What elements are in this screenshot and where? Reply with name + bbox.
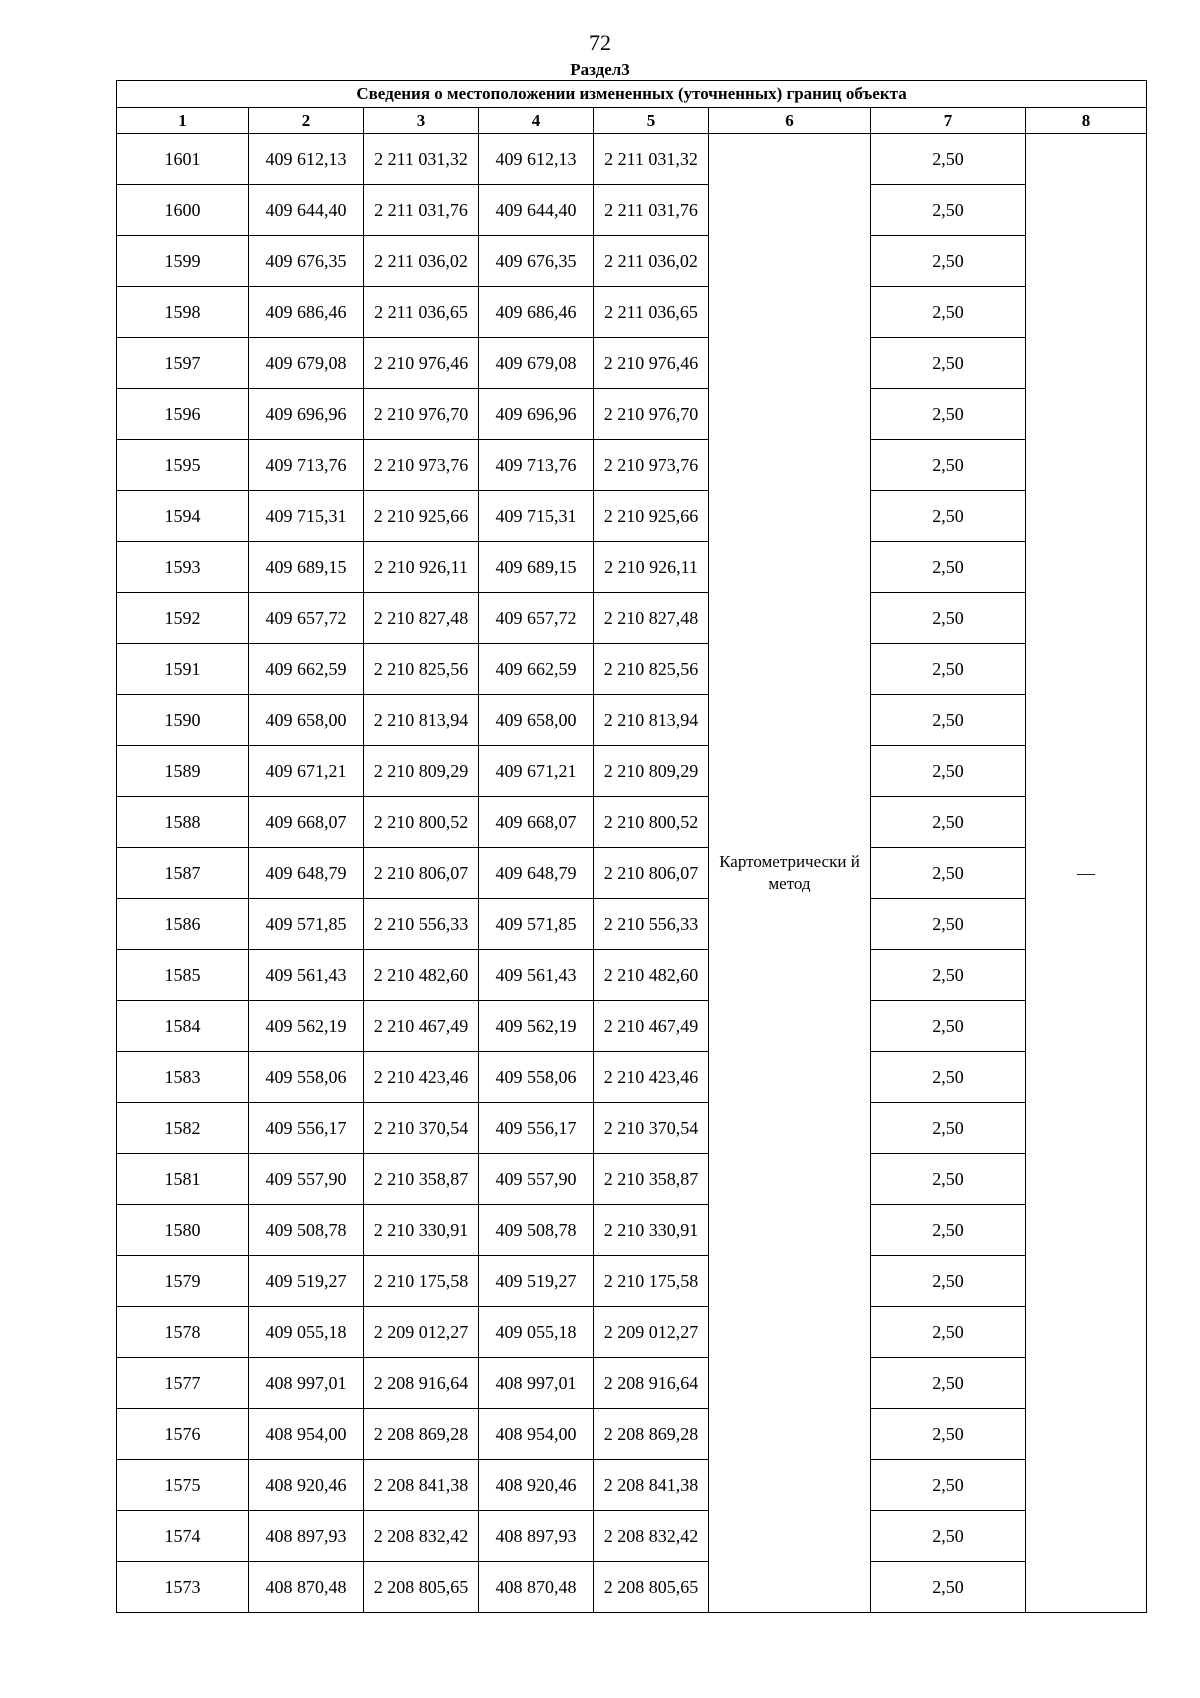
table-row [117,1511,1147,1562]
accuracy-cell: 2,50 [871,1154,1026,1205]
table-row [117,1409,1147,1460]
x-new-cell: 408 897,93 [479,1511,594,1562]
accuracy-cell: 2,50 [871,899,1026,950]
accuracy-cell: 2,50 [871,134,1026,185]
x-new-cell: 409 679,08 [479,338,594,389]
accuracy-cell: 2,50 [871,593,1026,644]
y-new-cell: 2 208 805,65 [594,1562,709,1613]
x-new-cell: 409 556,17 [479,1103,594,1154]
point-number-cell: 1592 [117,593,249,644]
x-existing-cell: 409 662,59 [249,644,364,695]
y-existing-cell: 2 210 926,11 [364,542,479,593]
table-row [117,491,1147,542]
x-existing-cell: 409 713,76 [249,440,364,491]
y-new-cell: 2 210 825,56 [594,644,709,695]
point-number-cell: 1587 [117,848,249,899]
y-new-cell: 2 210 423,46 [594,1052,709,1103]
table-row [117,134,1147,185]
point-number-cell: 1594 [117,491,249,542]
y-new-cell: 2 210 330,91 [594,1205,709,1256]
accuracy-cell: 2,50 [871,644,1026,695]
y-existing-cell: 2 210 800,52 [364,797,479,848]
point-number-cell: 1601 [117,134,249,185]
point-number-cell: 1575 [117,1460,249,1511]
y-existing-cell: 2 208 916,64 [364,1358,479,1409]
x-new-cell: 409 519,27 [479,1256,594,1307]
point-number-cell: 1573 [117,1562,249,1613]
x-new-cell: 409 648,79 [479,848,594,899]
accuracy-cell: 2,50 [871,950,1026,1001]
table-row [117,1307,1147,1358]
y-existing-cell: 2 210 423,46 [364,1052,479,1103]
point-number-cell: 1585 [117,950,249,1001]
x-new-cell: 409 668,07 [479,797,594,848]
y-existing-cell: 2 210 827,48 [364,593,479,644]
y-existing-cell: 2 209 012,27 [364,1307,479,1358]
point-number-cell: 1583 [117,1052,249,1103]
accuracy-cell: 2,50 [871,440,1026,491]
y-new-cell: 2 210 976,70 [594,389,709,440]
table-row [117,1103,1147,1154]
x-existing-cell: 409 686,46 [249,287,364,338]
x-existing-cell: 408 897,93 [249,1511,364,1562]
x-new-cell: 409 612,13 [479,134,594,185]
y-existing-cell: 2 210 976,46 [364,338,479,389]
point-number-cell: 1593 [117,542,249,593]
table-row [117,746,1147,797]
x-existing-cell: 409 689,15 [249,542,364,593]
y-new-cell: 2 210 467,49 [594,1001,709,1052]
y-existing-cell: 2 208 869,28 [364,1409,479,1460]
y-existing-cell: 2 211 036,02 [364,236,479,287]
x-existing-cell: 409 657,72 [249,593,364,644]
accuracy-cell: 2,50 [871,797,1026,848]
point-number-cell: 1597 [117,338,249,389]
point-number-cell: 1577 [117,1358,249,1409]
table-row [117,899,1147,950]
y-new-cell: 2 208 869,28 [594,1409,709,1460]
x-new-cell: 409 558,06 [479,1052,594,1103]
point-number-cell: 1600 [117,185,249,236]
table-row [117,848,1147,899]
table-row [117,389,1147,440]
x-existing-cell: 409 644,40 [249,185,364,236]
x-new-cell: 409 715,31 [479,491,594,542]
point-number-cell: 1595 [117,440,249,491]
x-existing-cell: 409 557,90 [249,1154,364,1205]
table-row [117,695,1147,746]
x-new-cell: 408 870,48 [479,1562,594,1613]
x-new-cell: 409 508,78 [479,1205,594,1256]
y-new-cell: 2 208 832,42 [594,1511,709,1562]
table-row [117,1052,1147,1103]
table-row [117,644,1147,695]
accuracy-cell: 2,50 [871,287,1026,338]
table-row [117,950,1147,1001]
point-number-cell: 1589 [117,746,249,797]
point-number-cell: 1584 [117,1001,249,1052]
y-new-cell: 2 210 926,11 [594,542,709,593]
point-number-cell: 1598 [117,287,249,338]
point-number-cell: 1596 [117,389,249,440]
point-number-cell: 1586 [117,899,249,950]
x-existing-cell: 409 696,96 [249,389,364,440]
accuracy-cell: 2,50 [871,848,1026,899]
x-existing-cell: 408 870,48 [249,1562,364,1613]
x-existing-cell: 409 571,85 [249,899,364,950]
table-row [117,797,1147,848]
point-number-cell: 1580 [117,1205,249,1256]
accuracy-cell: 2,50 [871,1001,1026,1052]
accuracy-cell: 2,50 [871,1103,1026,1154]
y-new-cell: 2 210 973,76 [594,440,709,491]
y-new-cell: 2 210 556,33 [594,899,709,950]
y-existing-cell: 2 210 925,66 [364,491,479,542]
column-number-7: 7 [871,108,1026,134]
y-existing-cell: 2 208 832,42 [364,1511,479,1562]
page-number: 72 [589,30,611,55]
x-new-cell: 409 055,18 [479,1307,594,1358]
point-number-cell: 1588 [117,797,249,848]
y-new-cell: 2 210 370,54 [594,1103,709,1154]
accuracy-cell: 2,50 [871,236,1026,287]
accuracy-cell: 2,50 [871,185,1026,236]
point-number-cell: 1578 [117,1307,249,1358]
x-existing-cell: 409 715,31 [249,491,364,542]
accuracy-cell: 2,50 [871,1052,1026,1103]
table-body [117,134,1147,1613]
accuracy-cell: 2,50 [871,1409,1026,1460]
x-existing-cell: 409 561,43 [249,950,364,1001]
y-new-cell: 2 209 012,27 [594,1307,709,1358]
accuracy-cell: 2,50 [871,1562,1026,1613]
x-existing-cell: 409 671,21 [249,746,364,797]
accuracy-cell: 2,50 [871,746,1026,797]
y-new-cell: 2 211 036,02 [594,236,709,287]
y-new-cell: 2 210 800,52 [594,797,709,848]
table-row [117,1256,1147,1307]
column-number-row [117,108,1147,134]
x-existing-cell: 409 668,07 [249,797,364,848]
y-existing-cell: 2 210 809,29 [364,746,479,797]
y-new-cell: 2 210 809,29 [594,746,709,797]
table-row [117,1460,1147,1511]
table-row [117,185,1147,236]
x-existing-cell: 409 055,18 [249,1307,364,1358]
point-number-cell: 1576 [117,1409,249,1460]
y-existing-cell: 2 210 825,56 [364,644,479,695]
y-new-cell: 2 211 031,32 [594,134,709,185]
table-row [117,1358,1147,1409]
y-existing-cell: 2 210 482,60 [364,950,479,1001]
table-row [117,593,1147,644]
x-new-cell: 409 713,76 [479,440,594,491]
y-existing-cell: 2 210 175,58 [364,1256,479,1307]
y-existing-cell: 2 210 806,07 [364,848,479,899]
y-new-cell: 2 210 925,66 [594,491,709,542]
table-row [117,440,1147,491]
y-new-cell: 2 210 827,48 [594,593,709,644]
table-row [117,542,1147,593]
y-new-cell: 2 210 806,07 [594,848,709,899]
accuracy-cell: 2,50 [871,1511,1026,1562]
x-existing-cell: 409 648,79 [249,848,364,899]
table-row [117,1001,1147,1052]
accuracy-cell: 2,50 [871,1358,1026,1409]
x-existing-cell: 409 658,00 [249,695,364,746]
y-existing-cell: 2 208 841,38 [364,1460,479,1511]
column-number-6: 6 [709,108,871,134]
table-row [117,236,1147,287]
x-new-cell: 408 954,00 [479,1409,594,1460]
y-new-cell: 2 208 841,38 [594,1460,709,1511]
table-caption: Сведения о местоположении измененных (уточненных) границ объекта [117,81,1147,108]
y-new-cell: 2 210 358,87 [594,1154,709,1205]
y-existing-cell: 2 211 031,76 [364,185,479,236]
y-existing-cell: 2 210 973,76 [364,440,479,491]
y-existing-cell: 2 210 813,94 [364,695,479,746]
x-existing-cell: 409 612,13 [249,134,364,185]
accuracy-cell: 2,50 [871,338,1026,389]
x-new-cell: 409 561,43 [479,950,594,1001]
y-new-cell: 2 211 031,76 [594,185,709,236]
column-number-3: 3 [364,108,479,134]
x-new-cell: 408 920,46 [479,1460,594,1511]
point-number-cell: 1574 [117,1511,249,1562]
column8-cell: — [1026,134,1147,1613]
accuracy-cell: 2,50 [871,1256,1026,1307]
point-number-cell: 1591 [117,644,249,695]
x-existing-cell: 409 558,06 [249,1052,364,1103]
point-number-cell: 1599 [117,236,249,287]
x-new-cell: 409 686,46 [479,287,594,338]
column-number-4: 4 [479,108,594,134]
point-number-cell: 1579 [117,1256,249,1307]
accuracy-cell: 2,50 [871,542,1026,593]
table-row [117,1154,1147,1205]
x-new-cell: 408 997,01 [479,1358,594,1409]
x-new-cell: 409 671,21 [479,746,594,797]
accuracy-cell: 2,50 [871,491,1026,542]
y-new-cell: 2 210 976,46 [594,338,709,389]
y-existing-cell: 2 210 330,91 [364,1205,479,1256]
y-existing-cell: 2 210 358,87 [364,1154,479,1205]
point-number-cell: 1590 [117,695,249,746]
table-row [117,338,1147,389]
accuracy-cell: 2,50 [871,695,1026,746]
method-cell: Картометрически й метод [709,134,871,1613]
column-number-5: 5 [594,108,709,134]
x-new-cell: 409 658,00 [479,695,594,746]
accuracy-cell: 2,50 [871,389,1026,440]
x-new-cell: 409 571,85 [479,899,594,950]
x-existing-cell: 409 519,27 [249,1256,364,1307]
y-new-cell: 2 210 813,94 [594,695,709,746]
x-existing-cell: 408 954,00 [249,1409,364,1460]
y-new-cell: 2 210 482,60 [594,950,709,1001]
y-existing-cell: 2 208 805,65 [364,1562,479,1613]
point-number-cell: 1581 [117,1154,249,1205]
y-existing-cell: 2 210 467,49 [364,1001,479,1052]
x-existing-cell: 409 508,78 [249,1205,364,1256]
y-existing-cell: 2 210 370,54 [364,1103,479,1154]
x-existing-cell: 409 562,19 [249,1001,364,1052]
x-existing-cell: 409 676,35 [249,236,364,287]
x-existing-cell: 408 997,01 [249,1358,364,1409]
x-existing-cell: 409 556,17 [249,1103,364,1154]
table-row [117,1205,1147,1256]
x-existing-cell: 409 679,08 [249,338,364,389]
x-existing-cell: 408 920,46 [249,1460,364,1511]
y-new-cell: 2 208 916,64 [594,1358,709,1409]
y-new-cell: 2 211 036,65 [594,287,709,338]
y-existing-cell: 2 210 556,33 [364,899,479,950]
column-number-2: 2 [249,108,364,134]
x-new-cell: 409 689,15 [479,542,594,593]
x-new-cell: 409 676,35 [479,236,594,287]
accuracy-cell: 2,50 [871,1205,1026,1256]
x-new-cell: 409 562,19 [479,1001,594,1052]
x-new-cell: 409 696,96 [479,389,594,440]
y-existing-cell: 2 211 036,65 [364,287,479,338]
accuracy-cell: 2,50 [871,1460,1026,1511]
x-new-cell: 409 657,72 [479,593,594,644]
x-new-cell: 409 644,40 [479,185,594,236]
column-number-8: 8 [1026,108,1147,134]
x-new-cell: 409 662,59 [479,644,594,695]
x-new-cell: 409 557,90 [479,1154,594,1205]
y-new-cell: 2 210 175,58 [594,1256,709,1307]
table-row [117,1562,1147,1613]
y-existing-cell: 2 210 976,70 [364,389,479,440]
y-existing-cell: 2 211 031,32 [364,134,479,185]
boundary-coordinates-table [116,80,1147,1613]
section-title: Раздел3 [570,60,630,79]
column-number-1: 1 [117,108,249,134]
table-row [117,287,1147,338]
accuracy-cell: 2,50 [871,1307,1026,1358]
point-number-cell: 1582 [117,1103,249,1154]
